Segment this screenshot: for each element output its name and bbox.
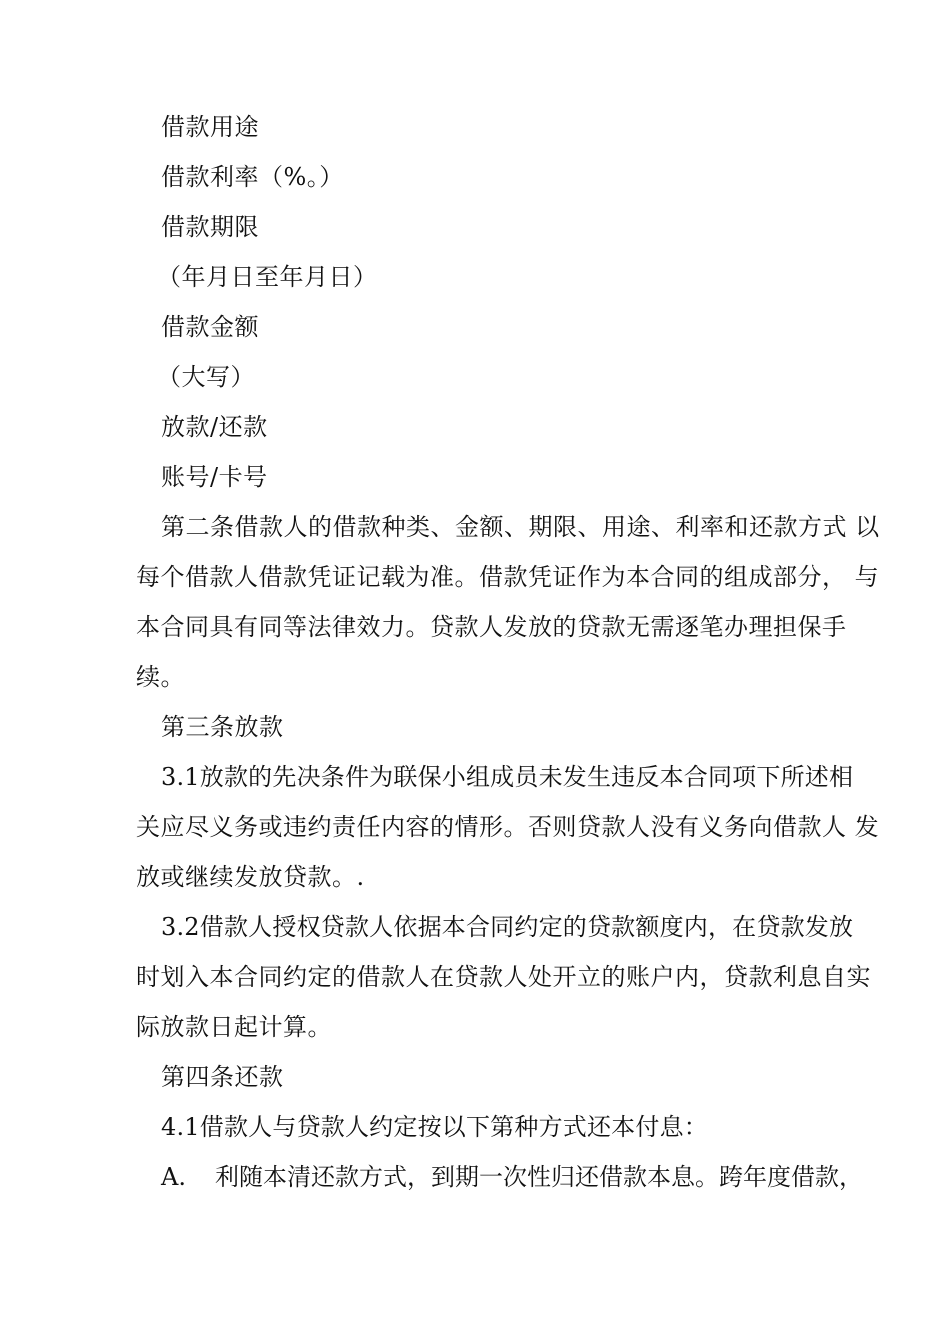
clause-4-1: 4.1借款人与贷款人约定按以下第种方式还本付息： — [161, 1113, 708, 1141]
article-2-line-3: 本合同具有同等法律效力。贷款人发放的贷款无需逐笔办理担保手 — [136, 613, 847, 641]
clause-3-2-line-2: 时划入本合同约定的借款人在贷款人处开立的账户内，贷款利息自实 — [136, 963, 871, 991]
clause-3-1-line-3: 放或继续发放贷款。. — [136, 863, 365, 891]
option-a-text: 利随本清还款方式，到期一次性归还借款本息。跨年度借款， — [215, 1163, 863, 1191]
article-2-line-4: 续。 — [136, 663, 185, 691]
field-loan-term: 借款期限 — [161, 213, 259, 241]
field-account-card: 账号/卡号 — [161, 463, 268, 491]
option-a — [161, 1162, 863, 1192]
clause-3-2-line-3: 际放款日起计算。 — [136, 1013, 332, 1041]
clause-3-2-line-1: 3.2借款人授权贷款人依据本合同约定的贷款额度内，在贷款发放 — [161, 913, 854, 941]
article-2-line-2: 每个借款人借款凭证记载为准。借款凭证作为本合同的组成部分， 与 — [136, 563, 880, 591]
clause-3-1-line-1: 3.1放款的先决条件为联保小组成员未发生违反本合同项下所述相 — [161, 763, 854, 791]
clause-3-1-line-2: 关应尽义务或违约责任内容的情形。否则贷款人没有义务向借款人 发 — [136, 813, 880, 841]
field-loan-term-dates: （年月日至年月日） — [157, 263, 378, 291]
article-4-heading: 第四条还款 — [161, 1063, 284, 1091]
field-loan-amount: 借款金额 — [161, 313, 259, 341]
field-loan-rate: 借款利率（%。） — [161, 163, 344, 191]
field-amount-uppercase: （大写） — [157, 363, 255, 391]
article-3-heading: 第三条放款 — [161, 713, 284, 741]
option-a-marker: A. — [161, 1163, 186, 1191]
field-loan-purpose: 借款用途 — [161, 113, 259, 141]
article-2-line-1: 第二条借款人的借款种类、金额、期限、用途、利率和还款方式 以 — [161, 513, 880, 541]
field-disburse-repay: 放款/还款 — [161, 413, 268, 441]
